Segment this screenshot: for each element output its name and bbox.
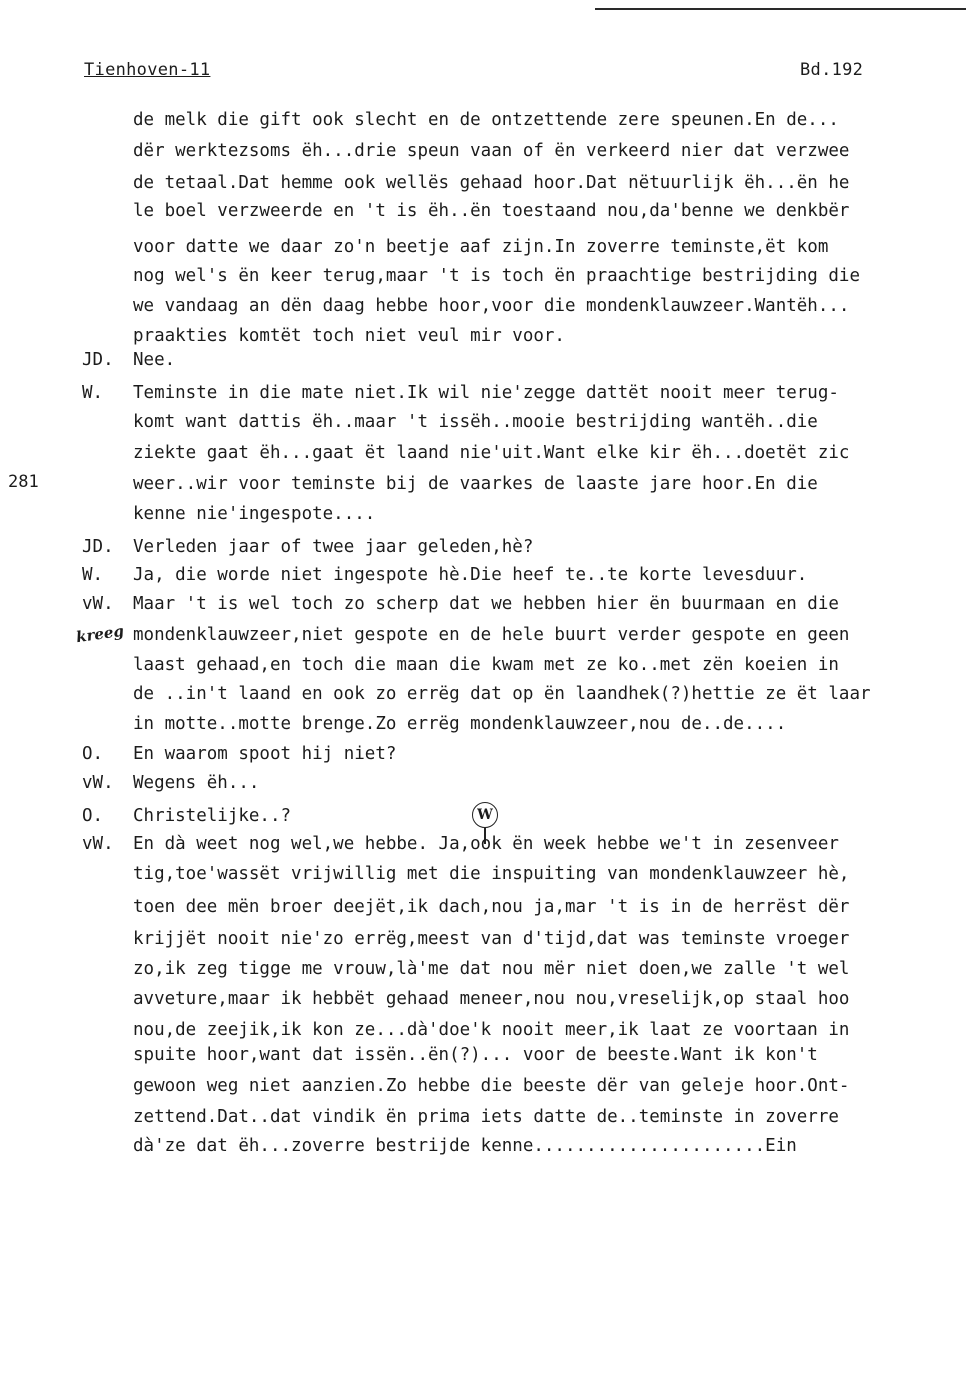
- transcript-line: komt want dattis ëh..maar 't issëh..mooie bestrijding wantëh..die: [133, 412, 818, 432]
- transcript-line: de melk die gift ook slecht en de ontzettende zere speunen.En de...: [133, 110, 839, 130]
- speaker-label: vW.: [82, 834, 114, 854]
- transcript-line: le boel verzweerde en 't is ëh..ën toestaand nou,da'benne we denkbër: [133, 201, 850, 221]
- transcript-line: mondenklauwzeer,niet gespote en de hele buurt verder gespote en geen: [133, 625, 850, 645]
- transcript-line: toen dee mën broer deejët,ik dach,nou ja,mar 't is in de herrëst dër: [133, 897, 850, 917]
- transcript-line: avveture,maar ik hebbët gehaad meneer,nou nou,vreselijk,op staal hoo: [133, 989, 850, 1009]
- speaker-label: W.: [82, 383, 104, 403]
- transcript-line: de ..in't laand en ook zo errëg dat op ën laandhek(?)hettie ze ët laar: [133, 684, 871, 704]
- speaker-label: O.: [82, 806, 104, 826]
- transcript-line: Wegens ëh...: [133, 773, 260, 793]
- transcript-line: ziekte gaat ëh...gaat ët laand nie'uit.Want elke kir ëh...doetët zic: [133, 443, 850, 463]
- circled-w-annotation: W: [472, 802, 498, 828]
- transcript-line: weer..wir voor teminste bij de vaarkes de laaste jare hoor.En die: [133, 474, 818, 494]
- speaker-label: W.: [82, 565, 104, 585]
- transcript-line: voor datte we daar zo'n beetje aaf zijn.In zoverre teminste,ët kom: [133, 237, 829, 257]
- header-left: [84, 60, 210, 80]
- speaker-label: O.: [82, 744, 104, 764]
- transcript-line: Nee.: [133, 350, 176, 370]
- transcript-line: dà'ze dat ëh...zoverre bestrijde kenne......................Ein: [133, 1136, 797, 1156]
- header-page-ref: Bd.192: [800, 60, 864, 80]
- transcript-line: nog wel's ën keer terug,maar 't is toch ën praachtige bestrijding die: [133, 266, 860, 286]
- transcript-line: in motte..motte brenge.Zo errëg mondenklauwzeer,nou de..de....: [133, 714, 787, 734]
- transcript-line: kenne nie'ingespote....: [133, 504, 376, 524]
- transcript-line: En dà weet nog wel,we hebbe. Ja,ook ën week hebbe we't in zesenveer: [133, 834, 839, 854]
- margin-number: 281: [8, 472, 39, 492]
- transcript-line: laast gehaad,en toch die maan die kwam met ze ko..met zën koeien in: [133, 655, 839, 675]
- transcript-line: zo,ik zeg tigge me vrouw,là'me dat nou mër niet doen,we zalle 't wel: [133, 959, 850, 979]
- transcript-line: praakties komtët toch niet veul mir voor.: [133, 326, 565, 346]
- transcript-line: En waarom spoot hij niet?: [133, 744, 397, 764]
- top-rule: [595, 8, 966, 10]
- transcript-line: Maar 't is wel toch zo scherp dat we hebben hier ën buurmaan en die: [133, 594, 839, 614]
- transcript-line: tig,toe'wassët vrijwillig met die inspuiting van mondenklauwzeer hè,: [133, 864, 850, 884]
- transcript-line: zettend.Dat..dat vindik ën prima iets datte de..teminste in zoverre: [133, 1107, 839, 1127]
- margin-handwritten-note: kreeg: [74, 621, 125, 647]
- transcript-line: de tetaal.Dat hemme ook wellës gehaad hoor.Dat nëtuurlijk ëh...ën he: [133, 173, 850, 193]
- speaker-label: vW.: [82, 773, 114, 793]
- header-title: Tienhoven-11: [84, 60, 211, 80]
- speaker-label: JD.: [82, 350, 114, 370]
- transcript-line: spuite hoor,want dat issën..ën(?)... voor de beeste.Want ik kon't: [133, 1045, 818, 1065]
- transcript-line: krijjët nooit nie'zo errëg,meest van d'tijd,dat was teminste vroeger: [133, 929, 850, 949]
- transcript-line: nou,de zeejik,ik kon ze...dà'doe'k nooit meer,ik laat ze voortaan in: [133, 1020, 850, 1040]
- speaker-label: vW.: [82, 594, 114, 614]
- transcript-line: Teminste in die mate niet.Ik wil nie'zegge dattët nooit meer terug-: [133, 383, 839, 403]
- transcript-line: gewoon weg niet aanzien.Zo hebbe die beeste dër van geleje hoor.Ont-: [133, 1076, 850, 1096]
- transcript-line: Ja, die worde niet ingespote hè.Die heef te..te korte levesduur.: [133, 565, 808, 585]
- transcript-line: Christelijke..?: [133, 806, 292, 826]
- transcript-line: we vandaag an dën daag hebbe hoor,voor die mondenklauwzeer.Wantëh...: [133, 296, 850, 316]
- transcript-line: dër werktezsoms ëh...drie speun vaan of ën verkeerd nier dat verzwee: [133, 141, 850, 161]
- speaker-label: JD.: [82, 537, 114, 557]
- transcript-line: Verleden jaar of twee jaar geleden,hè?: [133, 537, 534, 557]
